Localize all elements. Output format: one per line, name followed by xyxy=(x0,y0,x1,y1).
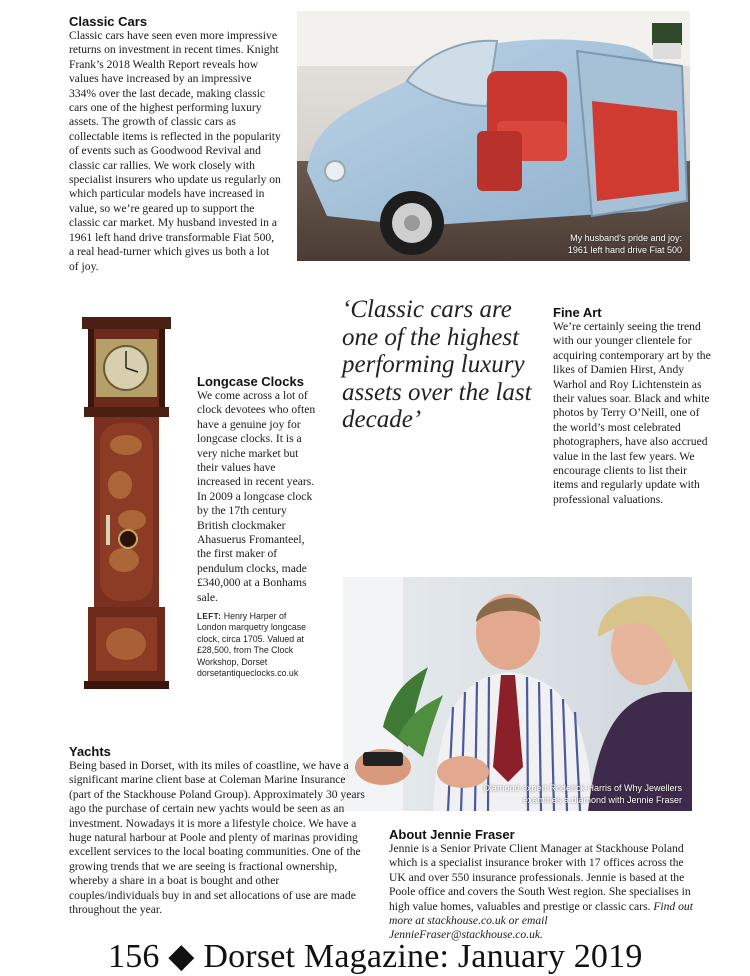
fine-art-heading: Fine Art xyxy=(553,305,602,320)
car-photo-caption-line-2: 1961 left hand drive Fiat 500 xyxy=(567,244,682,255)
about-body xyxy=(389,842,694,943)
diamond-photo-caption-line-1: Diamond expert Roderick Harris of Why Jewellers xyxy=(483,783,682,793)
pull-quote: ‘Classic cars are one of the highest performing luxury assets over the last decade’ xyxy=(342,296,532,433)
car-photo-caption-line-1: My husband’s pride and joy: xyxy=(570,233,682,243)
yachts-heading: Yachts xyxy=(69,744,111,759)
diamond-expert-photo xyxy=(343,577,692,811)
clock-caption xyxy=(197,611,315,679)
longcase-clock-photo xyxy=(80,315,173,691)
classic-cars-body: Classic cars have seen even more impressive returns on investment in recent times. Knight Frank’s 2018 Wealth Report reveals how values have increased by an impressive 334% over the last decade, making classic cars one of the highest performing luxury assets. The growth of classic cars as collectable items is reflected in the popularity of events such as Goodwood Revival and classic car rallies. We work closely with specialist insurers who update us regularly on which particular models have increased in value, so we’re geared up to support the classic car market. My husband invested in a 1961 left hand drive transformable Fiat 500, a real head-turner which gives us both a lot of joy. xyxy=(69,29,281,273)
clock-caption-text: Henry Harper of London marquetry longcase clock, circa 1705. Valued at £28,500, from The Clock Workshop, Dorset dorsetantiqueclocks.co.uk xyxy=(197,611,307,679)
fine-art-body: We’re certainly seeing the trend with our younger clientele for acquiring contemporary art by the likes of Damien Hirst, Andy Warhol and Roy Lichtenstein as their values soar. Black and white photos by Terry O’Neill, one of the world’s most celebrated photographers, have also accrued value in the last few years. We encourage clients to list their items and regularly update with professional valuations. xyxy=(553,320,711,506)
car-photo-caption xyxy=(568,233,682,256)
yachts-body: Being based in Dorset, with its miles of coastline, we have a significant marine client base at Coleman Marine Insurance (part of the Stackhouse Poland Group). Approximately 30 years ago the purchase of certain new yachts would be seen as an investment. Nowadays it is more a lifestyle choice. We have a huge natural harbour at Poole and plenty of marinas providing excellent services to the local boating communities. One of the growing trends that we are seeing is fractional ownership, whereby a share in a boat is bought and other couples/individuals buy in and set allocations of use are made throughout the year. xyxy=(69,759,365,917)
diamond-photo-caption-line-2: examines a diamond with Jennie Fraser xyxy=(522,794,682,805)
about-heading: About Jennie Fraser xyxy=(389,827,515,842)
about-contact-text: Find out more at stackhouse.co.uk or email JennieFraser@stackhouse.co.uk. xyxy=(389,899,693,942)
longcase-clocks-body: We come across a lot of clock devotees who often have a genuine joy for longcase clocks. It is a very niche market but their values have increased in recent years. In 2009 a longcase clock by the 17th century British clockmaker Ahasuerus Fromanteel, the first maker of pendulum clocks, made £340,000 at a Bonhams sale. xyxy=(197,389,316,604)
classic-cars-heading: Classic Cars xyxy=(69,14,148,29)
about-body-text: Jennie is a Senior Private Client Manager at Stackhouse Poland which is a specialist insurance broker with 17 offices across the UK and over 550 insurance professionals. Jennie is based at the Poole office and covers the South West region. She specialises in high value homes, valuables and prestige or classic cars. xyxy=(389,842,691,913)
longcase-clocks-heading: Longcase Clocks xyxy=(197,374,304,389)
fiat-500-photo xyxy=(297,11,690,261)
diamond-photo-caption xyxy=(483,783,682,806)
page-footer: 156 ◆ Dorset Magazine: January 2019 xyxy=(108,938,643,975)
clock-caption-label: LEFT: xyxy=(197,612,222,621)
